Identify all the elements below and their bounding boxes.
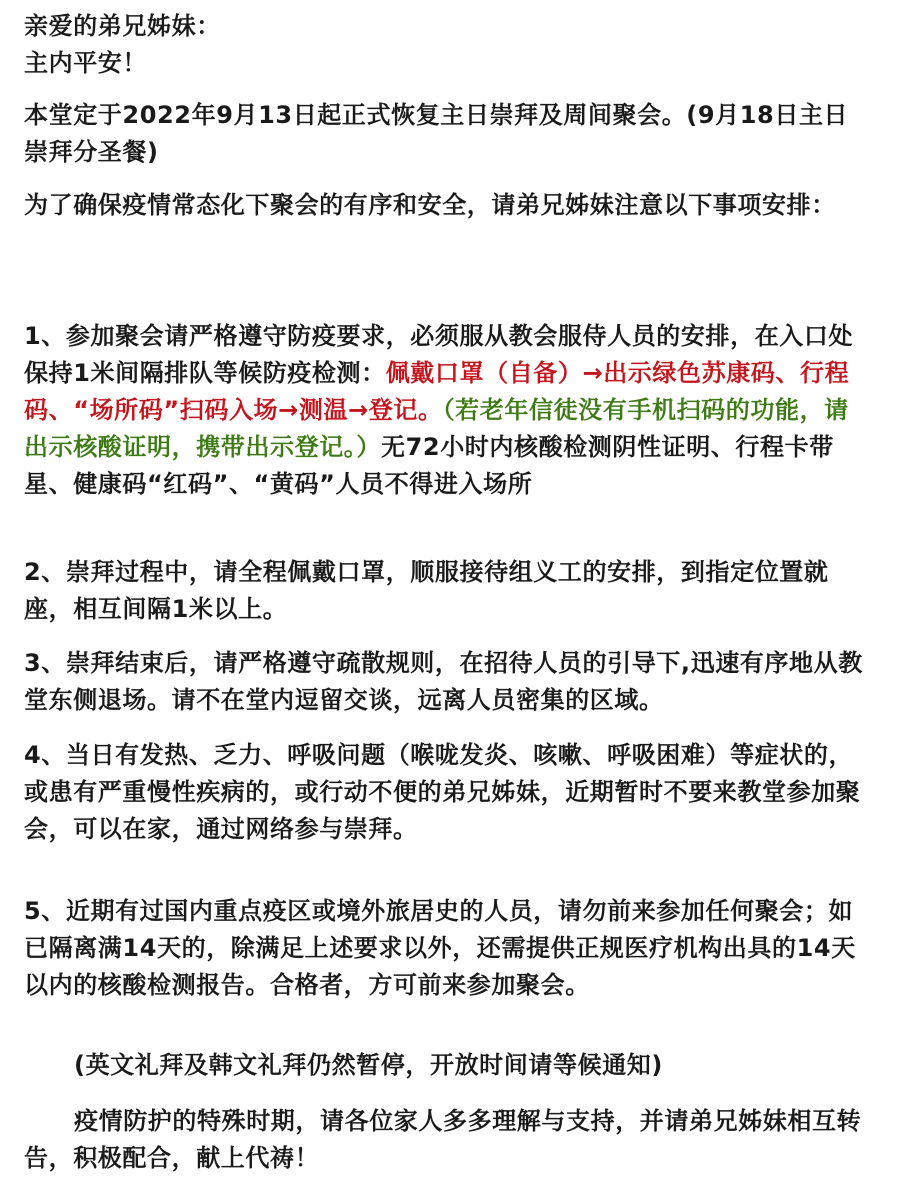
item-1 — [24, 318, 864, 503]
item-1-procedure-red: 佩戴口罩（自备）→出示绿色苏康码、行程码、“场所码”扫码入场→测温→登记。 — [24, 359, 850, 424]
greeting: 主内平安！ — [24, 49, 147, 77]
item-5: 5、近期有过国内重点疫区或境外旅居史的人员，请勿前来参加任何聚会；如已隔离满14天的，除满足上述要求以外，还需提供正规医疗机构出具的14天以内的核酸检测报告。合格者，方可前来参加聚会。 — [24, 897, 856, 999]
item-1-restrictions: 无72小时内核酸检测阴性证明、行程卡带星、健康码“红码”、“黄码”人员不得进入场所 — [24, 433, 834, 498]
item-2: 2、崇拜过程中，请全程佩戴口罩，顺服接待组义工的安排，到指定位置就座，相互间隔1米以上。 — [24, 558, 829, 623]
item-4: 4、当日有发热、乏力、呼吸问题（喉咙发炎、咳嗽、呼吸困难）等症状的，或患有严重慢性疾病的，或行动不便的弟兄姊妹，近期暂时不要来教堂参加聚会，可以在家，通过网络参与崇拜。 — [24, 741, 861, 843]
preface-paragraph: 为了确保疫情常态化下聚会的有序和安全，请弟兄姊妹注意以下事项安排： — [24, 191, 836, 219]
salutation: 亲爱的弟兄姊妹： — [24, 12, 221, 40]
item-3: 3、崇拜结束后，请严格遵守疏散规则，在招待人员的引导下,迅速有序地从教堂东侧退场。请不在堂内逗留交谈，远离人员密集的区域。 — [24, 649, 863, 714]
item-1-elderly-note-green: （若老年信徒没有手机扫码的功能，请出示核酸证明，携带出示登记。） — [24, 396, 849, 461]
intro-paragraph: 本堂定于2022年9月13日起正式恢复主日崇拜及周间聚会。(9月18日主日崇拜分圣餐) — [24, 101, 849, 166]
item-1-text: 1、参加聚会请严格遵守防疫要求，必须服从教会服侍人员的安排，在入口处保持1米间隔排队等候防疫检测： — [24, 322, 854, 387]
closing-paragraph: 疫情防护的特殊时期，请各位家人多多理解与支持，并请弟兄姊妹相互转告，积极配合，献上代祷！ — [24, 1107, 862, 1172]
note-paragraph: (英文礼拜及韩文礼拜仍然暂停，开放时间请等候通知) — [74, 1051, 663, 1079]
